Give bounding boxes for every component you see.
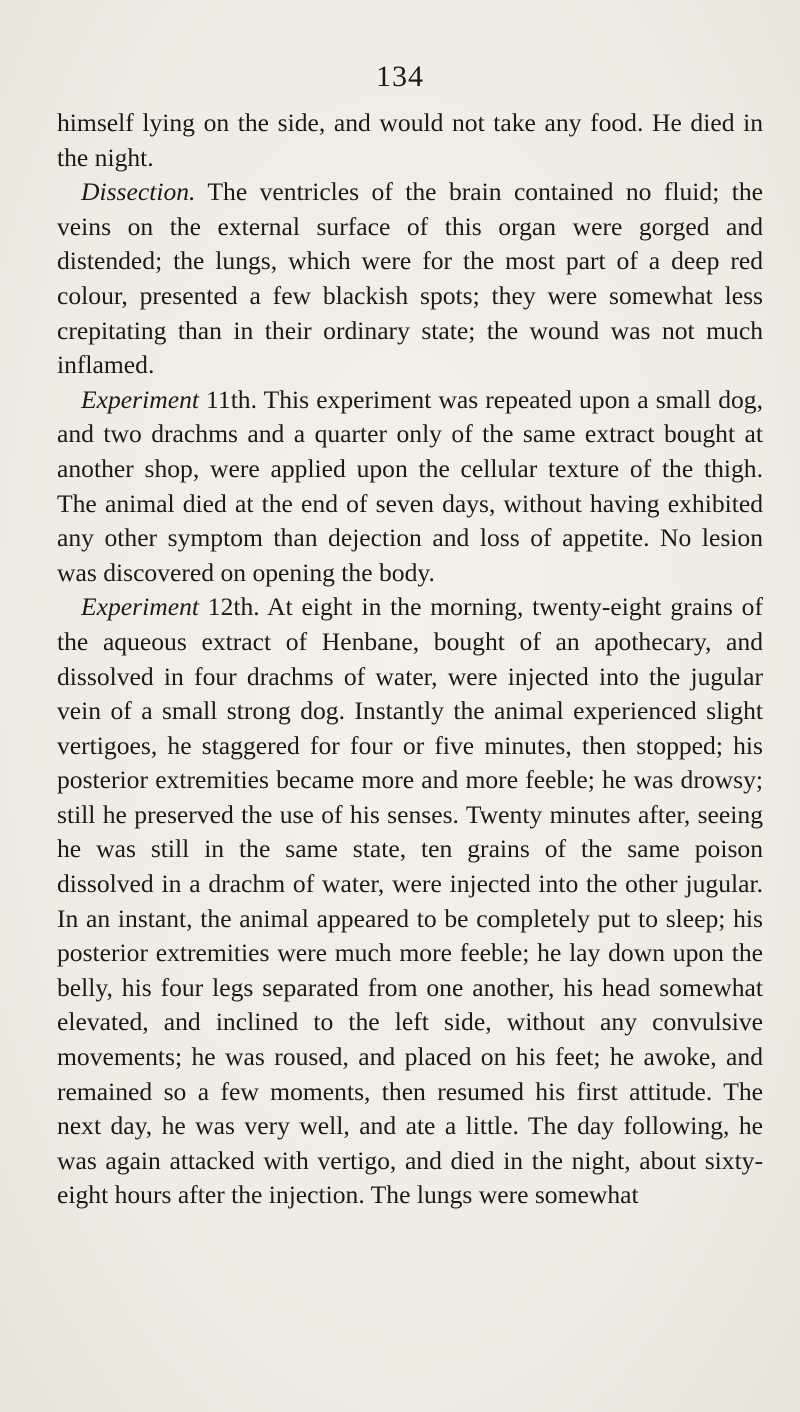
paragraph-lead-dissection: Dissection. xyxy=(81,177,196,207)
paragraph-lead-experiment: Experiment xyxy=(81,592,199,622)
paragraph-experiment-12 xyxy=(57,590,763,1213)
paragraph-text: 11th. This experiment was repeated upon a small dog, and two drachms and a quarter only of the same extract bought at another shop, were applied upon the cellular texture of the thigh. The animal died at the end of seven days, without having exhibited any other symptom than dejection and loss of appetite. No lesion was discovered on opening the body. xyxy=(57,384,763,587)
paragraph-text: The ventricles of the brain contained no fluid; the veins on the external surface of this organ were gorged and distended; the lungs, which were for the most part of a deep red colour, presented a few blackish spots; they were somewhat less crepitating than in their ordinary state; the wound was not much inflamed. xyxy=(57,177,763,380)
body-text xyxy=(57,106,763,1213)
page-number: 134 xyxy=(376,60,424,93)
paragraph-dissection xyxy=(57,175,763,383)
paragraph-experiment-11 xyxy=(57,383,763,591)
paragraph-text: himself lying on the side, and would not take any food. He died in the night. xyxy=(57,108,763,172)
paragraph-text: 12th. At eight in the morning, twenty-eight grains of the aqueous extract of Henbane, bought of an apothecary, and dissolved in four drachms of water, were injected into the jugular vein of a small strong dog. Instantly the animal experienced slight vertigoes, he staggered for four or five minutes, then stopped; his posterior extremities became more and more feeble; he was drowsy; still he preserved the use of his senses. Twenty minutes after, seeing he was still in the same state, ten grains of the same poison dissolved in a drachm of water, were injected into the other jugular. In an instant, the animal appeared to be completely put to sleep; his posterior extremities were much more feeble; he lay down upon the belly, his four legs separated from one another, his head somewhat elevated, and inclined to the left side, without any convulsive movements; he was roused, and placed on his feet; he awoke, and remained so a few moments, then resumed his first attitude. The next day, he was very well, and ate a little. The day following, he was again attacked with vertigo, and died in the night, about sixty-eight hours after the injection. The lungs were somewhat xyxy=(57,592,763,1210)
paragraph-lead-experiment: Experiment xyxy=(81,384,199,414)
paragraph-continuation xyxy=(57,106,763,175)
